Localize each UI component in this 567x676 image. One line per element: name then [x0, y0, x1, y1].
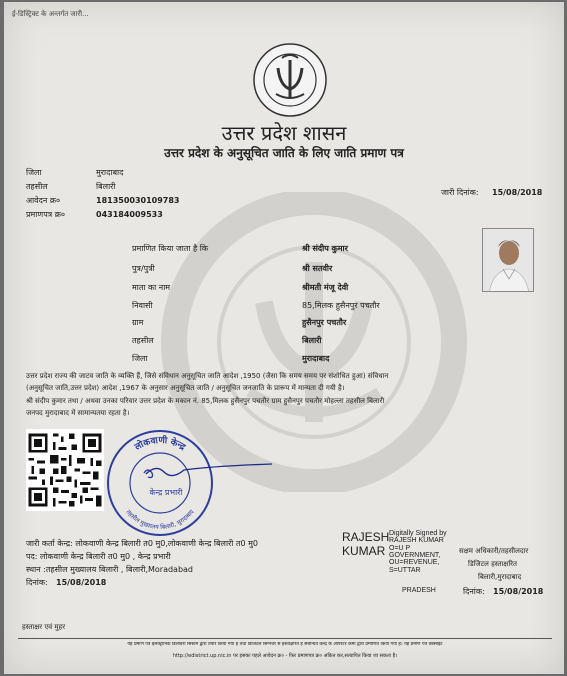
seal-center-text: केन्द्र प्रभारी — [149, 488, 183, 497]
issuer-center: जारी कर्ता केन्द्र: लोकवाणी केन्द्र बिलारी त0 मु0,लोकवाणी केन्द्र बिलारी त0 मु0 — [26, 539, 258, 548]
detail-value: बिलारी — [302, 336, 322, 345]
issue-date-label: जारी दिनांक: — [441, 188, 479, 197]
detail-value: श्रीमती मंजू देवी — [302, 283, 349, 292]
detail-value: श्री सतवीर — [302, 264, 333, 273]
seal-top-text: लोकवाणी केन्द्र — [133, 435, 187, 453]
qr-code — [26, 429, 104, 511]
issuer-date-value: 15/08/2018 — [56, 578, 107, 587]
officer-signature — [144, 460, 274, 480]
authority-date-value: 15/08/2018 — [493, 587, 544, 596]
detail-value: मुरादाबाद — [302, 354, 330, 363]
detail-label: निवासी — [132, 301, 153, 310]
footer-verify-note: http://edistrict.up.nic.in पर इसका पहले आवेदन क्र० - फिर प्रमाणपत्र क्र० अंकित कर,सत्यापित किया जा सकता है। — [172, 653, 398, 659]
detail-label: माता का नाम — [132, 283, 171, 292]
up-government-emblem — [252, 42, 328, 118]
certificate-value: 043184009533 — [96, 210, 163, 219]
kendra-seal-stamp — [104, 427, 216, 539]
issuer-place: स्थान :तहसील मुख्यालय बिलारी , बिलारी,Moradabad — [26, 565, 194, 574]
signature-and-seal-label: हस्ताक्षर एवं मुहर — [22, 623, 66, 631]
signature-line: PRADESH — [402, 587, 436, 594]
digital-signature-details — [389, 530, 447, 574]
detail-value: हुसैनपुर पचतौर — [302, 318, 347, 327]
svg-text:लोकवाणी केन्द्र — [132, 434, 188, 454]
applicant-photo — [482, 228, 534, 292]
certificate-page — [4, 2, 564, 674]
tehsil-value: बिलारी — [96, 182, 116, 191]
issuer-post: पद: लोकवाणी केन्द्र बिलारी त0 मु0 , केन्द्र प्रभारी — [26, 552, 171, 561]
application-value: 181350030109783 — [96, 196, 180, 205]
issuer-date-label: दिनांक: — [26, 578, 48, 587]
district-value: मुरादाबाद — [96, 168, 124, 177]
signature-line: OU=REVENUE, — [389, 559, 440, 567]
signature-line: GOVERNMENT, — [389, 552, 441, 560]
body-text-line: श्री संदीप कुमार तथा / अथवा उनका परिवार उत्तर प्रदेश के मकान नं. 85,मिलक हुसैनपुर पचतौर ग्राम हुसैनपुर पचतौर मोहल्ला तहसील बिलारी — [26, 397, 385, 405]
detail-label: ग्राम — [132, 318, 144, 327]
authority-signed: डिजिटल हस्ताक्षरित — [468, 560, 517, 568]
header-note: ई-डिस्ट्रिक्ट के अन्तर्गत जारी... — [12, 10, 89, 18]
issue-date-value: 15/08/2018 — [492, 188, 543, 197]
detail-label: जिला — [132, 354, 148, 363]
detail-value: 85,मिलक हुसैनपुर पचतौर — [302, 301, 380, 310]
signature-line: Digitally Signed by — [389, 530, 447, 537]
document-subtitle: उत्तर प्रदेश के अनुसूचित जाति के लिए जाति प्रमाण पत्र — [164, 146, 404, 160]
certificate-label: प्रमाणपत्र क्र० — [26, 210, 65, 219]
detail-label: तहसील — [132, 336, 154, 345]
body-text-line: उत्तर प्रदेश राज्य की जाटव जाति के व्यक्ति हैं, जिसे संविधान अनुसूचित जाति आदेश ,1950 (जैसा कि समय समय पर संशोधित हुआ) संविधान — [26, 372, 389, 380]
body-text-line: (अनुसूचित जाति,उत्तर प्रदेश) आदेश ,1967 के अनुसार अनुसूचित जाति / अनुसूचित जनजाति के प्रारूप में मान्यता दी गयी है। — [26, 384, 345, 392]
signature-line: O=U P — [389, 544, 411, 552]
tehsil-label: तहसील — [26, 182, 48, 191]
authority-title: सक्षम अधिकारी/तहसीलदार — [459, 547, 529, 555]
authority-date-label: दिनांक: — [463, 587, 485, 596]
signature-line: RAJESH KUMAR — [389, 537, 444, 545]
detail-value: श्री संदीप कुमार — [302, 244, 348, 253]
authority-place: बिलारी,मुरादाबाद — [478, 573, 522, 581]
document-title: उत्तर प्रदेश शासन — [221, 121, 347, 145]
signer-name-line2: KUMAR — [342, 544, 386, 558]
footer-note: यह प्रमाण पत्र इलेक्ट्रॉनिक डिलीवरी सिस्टम द्वारा तैयार किया गया है तथा डिजिटल सिग्नेचर से हस्ताक्षरित है संबन्धित केन्द्र के ऑपरेटर कर्मी द्वारा प्रमाणित किया गया है। यह प्रमाण पत्र वेबसाइट — [127, 642, 443, 647]
detail-label: प्रमाणित किया जाता है कि — [132, 244, 209, 253]
signer-name-line1: RAJESH — [342, 530, 390, 544]
seal-bottom-text: तहसील मुख्यालय बिलारी, मुरादाबाद — [124, 508, 196, 532]
footer-divider — [18, 638, 552, 639]
body-text-line: जनपद मुरादाबाद में सामान्यतया रहता है। — [26, 409, 130, 417]
signature-line: S=UTTAR — [389, 566, 421, 574]
application-label: आवेदन क्र० — [26, 196, 61, 205]
district-label: जिला — [26, 168, 42, 177]
detail-label: पुत्र/पुत्री — [132, 264, 155, 273]
